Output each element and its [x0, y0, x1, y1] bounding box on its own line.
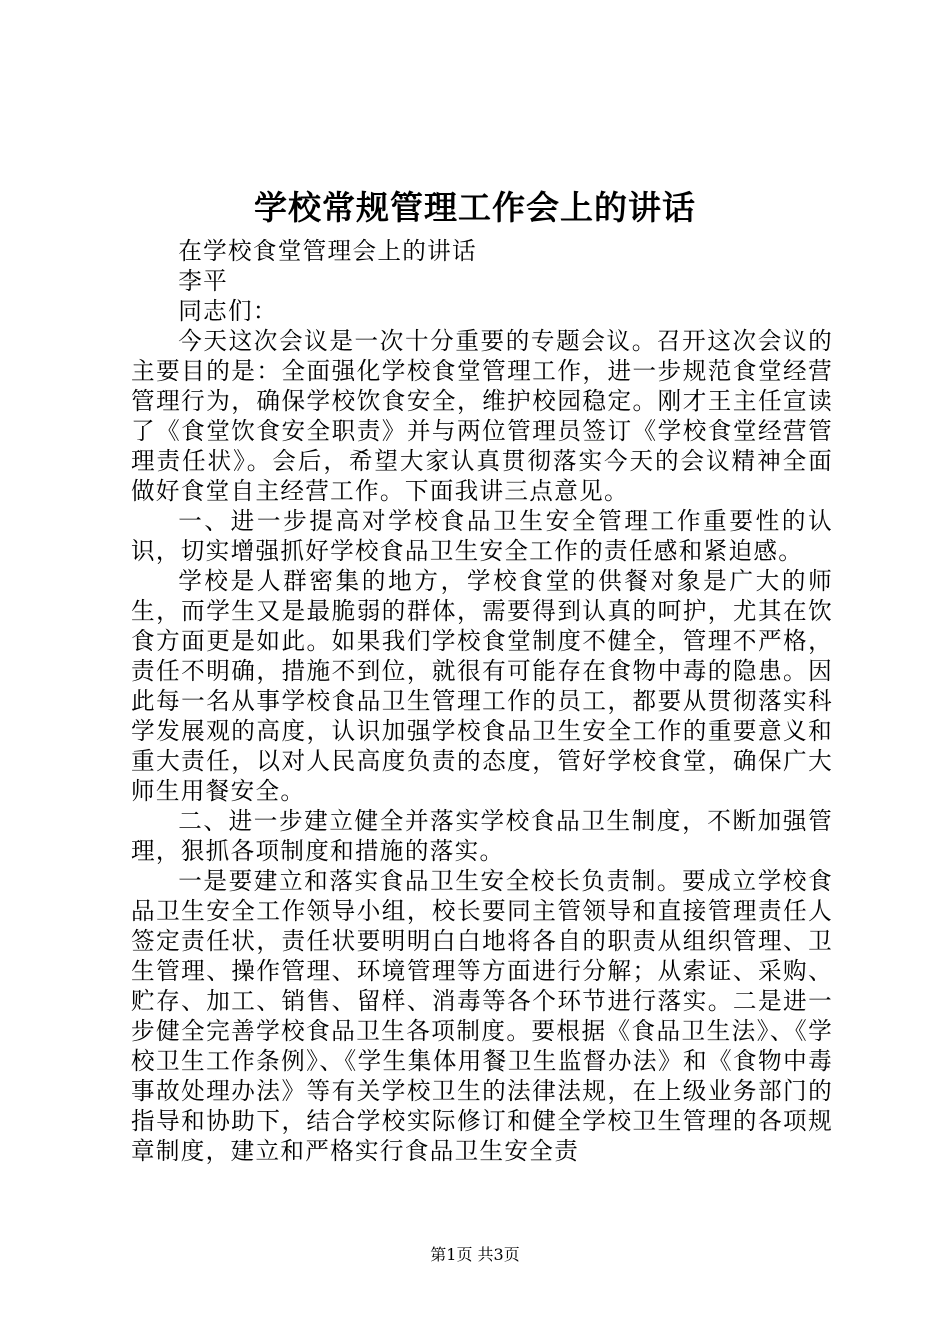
document-body — [131, 236, 833, 1166]
page-number-footer: 第1页 共3页 — [430, 1245, 520, 1264]
body-paragraph: 今天这次会议是一次十分重要的专题会议。召开这次会议的主要目的是：全面强化学校食堂管理工作，进一步规范食堂经营管理行为，确保学校饮食安全，维护校园稳定。刚才王主任宣读了《食堂饮食安全职责》并与两位管理员签订《学校食堂经营管理责任状》。会后，希望大家认真贯彻落实今天的会议精神全面做好食堂自主经营工作。下面我讲三点意见。 — [131, 327, 833, 505]
body-paragraph: 学校是人群密集的地方，学校食堂的供餐对象是广大的师生，而学生又是最脆弱的群体，需要得到认真的呵护，尤其在饮食方面更是如此。如果我们学校食堂制度不健全，管理不严格，责任不明确，措施不到位，就很有可能存在食物中毒的隐患。因此每一名从事学校食品卫生管理工作的员工，都要从贯彻落实科学发展观的高度，认识加强学校食品卫生安全工作的重要意义和重大责任，以对人民高度负责的态度，管好学校食堂，确保广大师生用餐安全。 — [131, 567, 833, 805]
body-paragraph: 一是要建立和落实食品卫生安全校长负责制。要成立学校食品卫生安全工作领导小组，校长要同主管领导和直接管理责任人签定责任状，责任状要明明白白地将各自的职责从组织管理、卫生管理、操作管理、环境管理等方面进行分解；从索证、采购、贮存、加工、销售、留样、消毒等各个环节进行落实。二是进一步健全完善学校食品卫生各项制度。要根据《食品卫生法》、《学校卫生工作条例》、《学生集体用餐卫生监督办法》和《食物中毒事故处理办法》等有关学校卫生的法律法规，在上级业务部门的指导和协助下，结合学校实际修订和健全学校卫生管理的各项规章制度，建立和严格实行食品卫生安全责 — [131, 867, 833, 1165]
section-heading: 一、进一步提高对学校食品卫生安全管理工作重要性的认识，切实增强抓好学校食品卫生安全工作的责任感和紧迫感。 — [131, 507, 833, 565]
document-title: 学校常规管理工作会上的讲话 — [254, 188, 696, 227]
speech-subtitle: 在学校食堂管理会上的讲话 — [178, 237, 477, 265]
section-heading: 二、进一步建立健全并落实学校食品卫生制度，不断加强管理，狠抓各项制度和措施的落实。 — [131, 807, 833, 865]
salutation: 同志们： — [178, 297, 278, 325]
speaker-name: 李平 — [178, 267, 228, 295]
